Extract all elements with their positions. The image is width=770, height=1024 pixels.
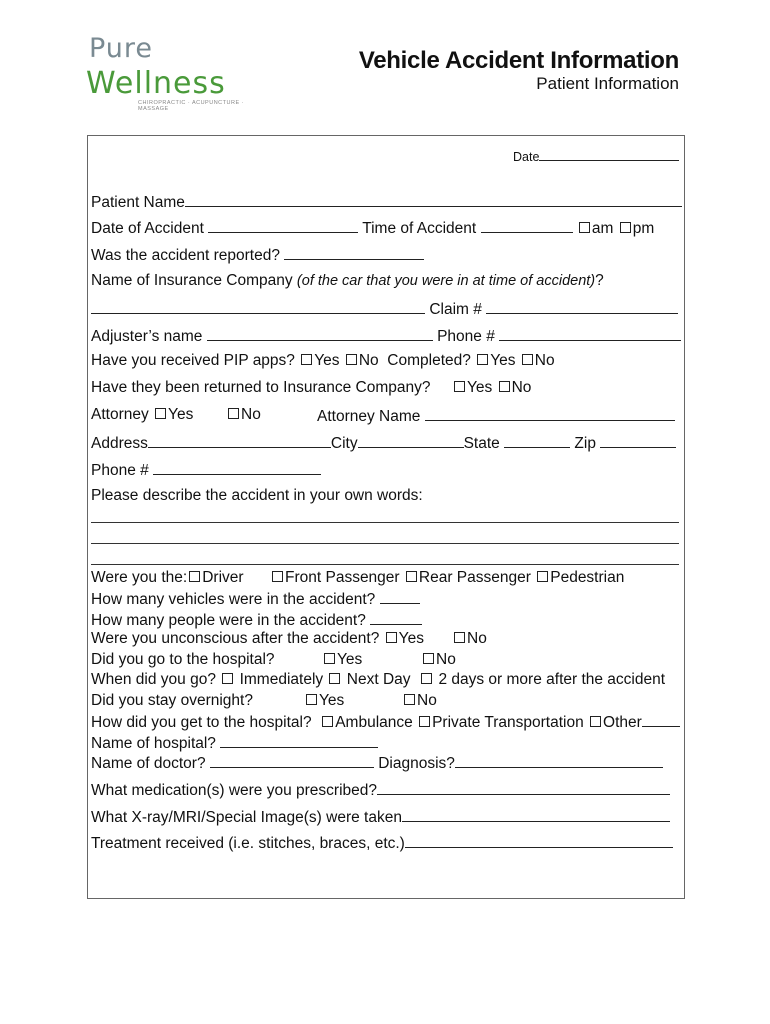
hospital-name-label: Name of hospital? xyxy=(91,735,216,752)
claim-row xyxy=(91,299,678,319)
logo-tagline: CHIROPRACTIC · ACUPUNCTURE · MASSAGE xyxy=(138,100,244,112)
overnight-no-checkbox[interactable] xyxy=(404,694,415,705)
reported-row xyxy=(91,245,424,265)
am-checkbox[interactable] xyxy=(579,222,590,233)
front-passenger-label: Front Passenger xyxy=(285,569,400,586)
private-transport-checkbox[interactable] xyxy=(419,716,430,727)
hospital-name-field[interactable] xyxy=(220,733,378,748)
date-label: Date xyxy=(513,150,540,164)
overnight-no xyxy=(402,692,437,710)
accident-datetime-row xyxy=(91,218,654,238)
attorney-no xyxy=(226,406,261,424)
unconscious-no xyxy=(452,630,487,648)
were-you-label: Were you the: xyxy=(91,569,188,586)
treatment-field[interactable] xyxy=(405,833,673,848)
time-of-accident-field[interactable] xyxy=(481,218,573,233)
returned-label: Have they been returned to Insurance Company? xyxy=(91,379,431,396)
describe-row xyxy=(91,487,423,505)
overnight-yes-checkbox[interactable] xyxy=(306,694,317,705)
unconscious-yes-label: Yes xyxy=(398,630,424,647)
pm-label: pm xyxy=(632,220,655,237)
driver-label: Driver xyxy=(202,569,244,586)
attorney-yes-label: Yes xyxy=(168,406,194,423)
pip-no-checkbox[interactable] xyxy=(346,354,357,365)
adjuster-label: Adjuster’s name xyxy=(91,328,203,345)
patient-name-label: Patient Name xyxy=(91,194,185,211)
doctor-row xyxy=(91,753,663,773)
adjuster-field[interactable] xyxy=(207,326,433,341)
page-subtitle: Patient Information xyxy=(536,74,679,93)
patient-name-row xyxy=(91,192,682,212)
pip-yes-label: Yes xyxy=(314,352,340,369)
other-transport-label: Other xyxy=(603,714,642,731)
address-label: Address xyxy=(91,435,148,452)
xray-field[interactable] xyxy=(402,807,670,822)
describe-label: Please describe the accident in your own words: xyxy=(91,487,423,504)
front-passenger-checkbox[interactable] xyxy=(272,571,283,582)
pip-row xyxy=(91,352,555,370)
role-row-2 xyxy=(270,569,624,587)
medication-field[interactable] xyxy=(377,780,670,795)
diagnosis-label: Diagnosis? xyxy=(378,755,455,772)
pip-yes-checkbox[interactable] xyxy=(301,354,312,365)
treatment-label: Treatment received (i.e. stitches, braces, etc.) xyxy=(91,835,405,852)
unconscious-row xyxy=(91,630,424,648)
completed-yes-label: Yes xyxy=(490,352,516,369)
reported-field[interactable] xyxy=(284,245,424,260)
attorney-name-row xyxy=(317,406,675,426)
address-row xyxy=(91,433,676,453)
doctor-field[interactable] xyxy=(210,753,374,768)
date-of-accident-label: Date of Accident xyxy=(91,220,204,237)
insurance-note: (of the car that you were in at time of accident) xyxy=(296,273,596,289)
attorney-label: Attorney xyxy=(91,406,149,423)
claim-label: Claim # xyxy=(429,301,482,318)
vehicles-label: How many vehicles were in the accident? xyxy=(91,591,376,608)
medication-row xyxy=(91,780,670,800)
overnight-no-label: No xyxy=(417,692,437,709)
page-title: Vehicle Accident Information xyxy=(358,47,679,74)
describe-line-1[interactable] xyxy=(91,522,679,523)
unconscious-yes-checkbox[interactable] xyxy=(386,632,397,643)
logo-line1: Pure xyxy=(89,33,154,64)
date-field[interactable] xyxy=(539,146,679,161)
vehicles-row xyxy=(91,589,420,609)
state-field[interactable] xyxy=(504,433,570,448)
phone-label: Phone # xyxy=(91,462,149,479)
private-transport-label: Private Transportation xyxy=(432,714,584,731)
completed-label: Completed? xyxy=(387,352,471,369)
hospital-label: Did you go to the hospital? xyxy=(91,651,275,668)
am-label: am xyxy=(591,220,614,237)
completed-no-label: No xyxy=(534,352,555,369)
logo-line2: Wellness xyxy=(86,66,226,101)
immediately-checkbox[interactable] xyxy=(222,673,233,684)
adjuster-phone-field[interactable] xyxy=(499,326,681,341)
pure-wellness-logo xyxy=(86,30,256,112)
overnight-row xyxy=(91,692,253,710)
city-field[interactable] xyxy=(358,433,464,448)
doctor-label: Name of doctor? xyxy=(91,755,206,772)
insurance-label: Name of Insurance Company xyxy=(91,272,293,289)
patient-name-field[interactable] xyxy=(185,192,682,207)
describe-line-3[interactable] xyxy=(91,564,679,565)
insurance-question-mark: ? xyxy=(595,272,604,289)
hospital-row xyxy=(91,651,275,669)
pedestrian-checkbox[interactable] xyxy=(537,571,548,582)
time-of-accident-label: Time of Accident xyxy=(362,220,477,237)
pedestrian-label: Pedestrian xyxy=(550,569,625,586)
reported-label: Was the accident reported? xyxy=(91,247,280,264)
next-day-checkbox[interactable] xyxy=(329,673,340,684)
rear-passenger-label: Rear Passenger xyxy=(418,569,531,586)
insurance-row xyxy=(91,272,604,290)
returned-row xyxy=(91,379,431,397)
people-row xyxy=(91,610,422,630)
diagnosis-field[interactable] xyxy=(455,753,663,768)
zip-field[interactable] xyxy=(600,433,676,448)
attorney-row xyxy=(91,406,193,424)
overnight-yes xyxy=(304,692,344,710)
hospital-no-label: No xyxy=(436,651,456,668)
returned-no-label: No xyxy=(511,379,532,396)
xray-label: What X-ray/MRI/Special Image(s) were taken xyxy=(91,809,402,826)
pip-no-label: No xyxy=(358,352,379,369)
vehicles-field[interactable] xyxy=(380,589,420,604)
two-days-checkbox[interactable] xyxy=(421,673,432,684)
driver-checkbox[interactable] xyxy=(189,571,200,582)
pm-checkbox[interactable] xyxy=(620,222,631,233)
claim-field[interactable] xyxy=(486,299,678,314)
treatment-row xyxy=(91,833,673,853)
rear-passenger-checkbox[interactable] xyxy=(406,571,417,582)
how-get-label: How did you get to the hospital? xyxy=(91,714,312,731)
ambulance-label: Ambulance xyxy=(335,714,413,731)
zip-label: Zip xyxy=(574,435,596,452)
address-field[interactable] xyxy=(148,433,331,448)
attorney-no-checkbox[interactable] xyxy=(228,408,239,419)
unconscious-no-checkbox[interactable] xyxy=(454,632,465,643)
adjuster-phone-label: Phone # xyxy=(437,328,495,345)
two-days-label: 2 days or more after the accident xyxy=(438,671,666,688)
returned-yes-label: Yes xyxy=(467,379,493,396)
hospital-yes-label: Yes xyxy=(337,651,363,668)
transport-row xyxy=(91,712,680,732)
next-day-label: Next Day xyxy=(346,671,411,688)
hospital-no xyxy=(421,651,456,669)
phone-field[interactable] xyxy=(153,460,321,475)
unconscious-label: Were you unconscious after the accident? xyxy=(91,630,380,647)
completed-no-checkbox[interactable] xyxy=(522,354,533,365)
people-field[interactable] xyxy=(370,610,422,625)
other-transport-checkbox[interactable] xyxy=(590,716,601,727)
hospital-yes-checkbox[interactable] xyxy=(324,653,335,664)
city-label: City xyxy=(330,435,358,452)
attorney-name-label: Attorney Name xyxy=(317,408,421,425)
unconscious-no-label: No xyxy=(467,630,487,647)
xray-row xyxy=(91,807,670,827)
people-label: How many people were in the accident? xyxy=(91,612,366,629)
state-label: State xyxy=(463,435,500,452)
completed-yes-checkbox[interactable] xyxy=(477,354,488,365)
adjuster-row xyxy=(91,326,681,346)
attorney-name-field[interactable] xyxy=(425,406,675,421)
pip-label: Have you received PIP apps? xyxy=(91,352,295,369)
phone-row xyxy=(91,460,321,480)
describe-line-2[interactable] xyxy=(91,543,679,544)
returned-yes-checkbox[interactable] xyxy=(454,381,465,392)
overnight-label: Did you stay overnight? xyxy=(91,692,253,709)
date-row xyxy=(513,146,679,166)
other-transport-field[interactable] xyxy=(642,712,680,727)
insurance-company-field[interactable] xyxy=(91,299,425,314)
when-label: When did you go? xyxy=(91,671,216,688)
overnight-yes-label: Yes xyxy=(319,692,345,709)
when-row xyxy=(91,671,665,689)
ambulance-checkbox[interactable] xyxy=(322,716,333,727)
returned-options xyxy=(452,379,531,397)
hospital-name-row xyxy=(91,733,378,753)
attorney-yes-checkbox[interactable] xyxy=(155,408,166,419)
attorney-no-label: No xyxy=(241,406,261,423)
hospital-yes xyxy=(322,651,362,669)
role-row xyxy=(91,569,244,587)
date-of-accident-field[interactable] xyxy=(208,218,358,233)
returned-no-checkbox[interactable] xyxy=(499,381,510,392)
hospital-no-checkbox[interactable] xyxy=(423,653,434,664)
medication-label: What medication(s) were you prescribed? xyxy=(91,782,378,799)
immediately-label: Immediately xyxy=(239,671,324,688)
